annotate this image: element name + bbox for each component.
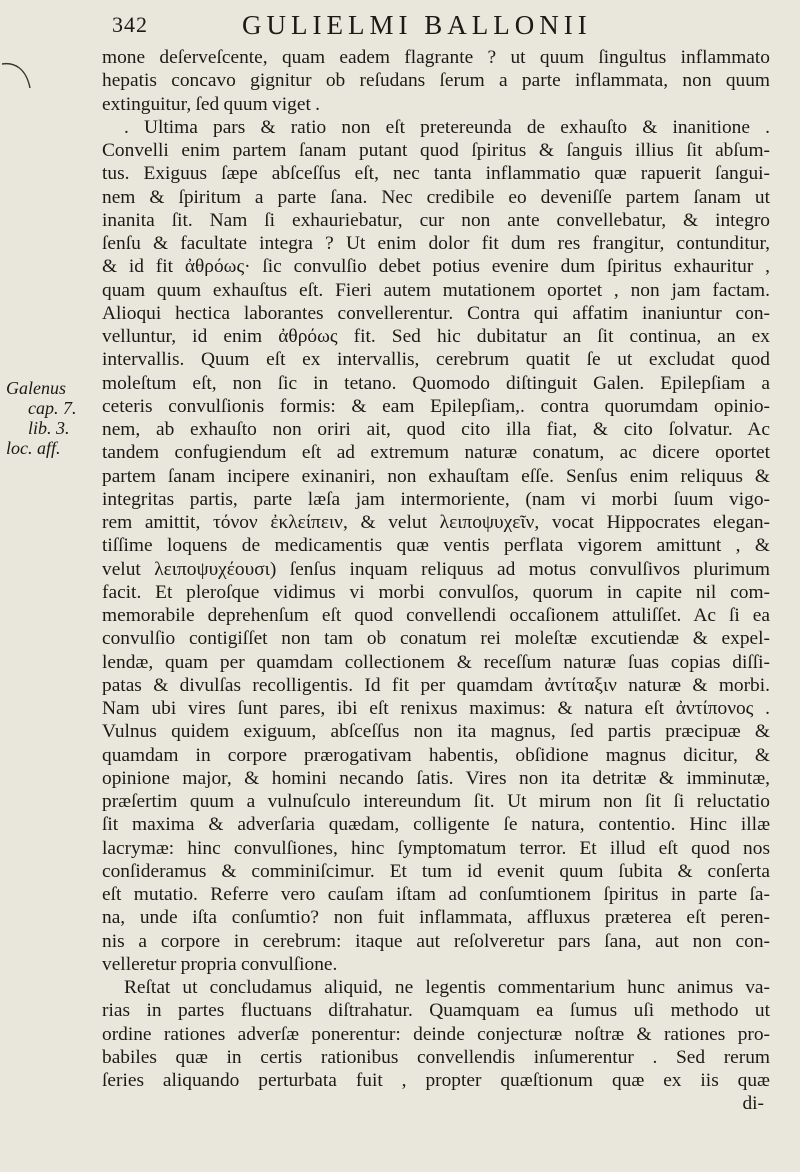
- margin-curl-mark: [0, 58, 40, 98]
- text-line: na, unde iſta conſumtio? non fuit inflammata, affluxus præterea eſt peren-: [102, 907, 770, 929]
- text-line: lacrymæ: hinc convulſiones, hinc ſymptomatum terror. Et illud eſt quod nos: [102, 837, 770, 859]
- margin-note-line: loc. aff.: [6, 438, 61, 458]
- text-line: nem, ab exhauſto non oriri ait, quod cito illa fiat, & cito ſolvatur. Ac: [102, 419, 770, 440]
- margin-note-line: cap. 7.: [28, 398, 77, 418]
- text-line: & id fit ἀθρόως· ſic convulſio debet potius evenire dum ſpiritus exhauritur ,: [102, 256, 770, 278]
- text-line: . Ultima pars & ratio non eſt pretereunda de exhauſto & inanitione .: [124, 116, 770, 138]
- text-line: rias in partes fluctuans diſtrahatur. Quamquam ea ſumus uſi methodo ut: [102, 1000, 770, 1022]
- text-line: velleretur propria convulſione.: [102, 953, 338, 975]
- text-line: conſideramus & comminiſcimur. Et tum id evenit quum ſubita & conſerta: [102, 860, 770, 882]
- text-line: eſt mutatio. Referre vero cauſam iſtam ad conſumtionem ſpiritus in parte ſa-: [102, 884, 770, 905]
- text-line: velluntur, id enim ἀθρόως fit. Sed hic dubitatur an ſit continua, an ex: [102, 326, 770, 347]
- text-line: nis a corpore in cerebrum: itaque aut reſolveretur pars ſana, aut non con-: [102, 930, 770, 952]
- page-header: [112, 10, 772, 44]
- text-line: babiles quæ in certis rationibus convellendis inſumerentur . Sed rerum: [102, 1046, 770, 1068]
- margin-note: [6, 378, 98, 458]
- running-head: GULIELMI BALLONII: [242, 10, 592, 40]
- text-line: quamdam in corpore prærogativam habentis, obſidione magnus dicitur, &: [102, 744, 770, 766]
- text-line: ceteris convulſionis formis: & eam Epilepſiam,. contra quorumdam opinio-: [102, 395, 770, 417]
- text-line: intervallis. Quum eſt ex intervallis, cerebrum quatit ſe ut excludat quod: [102, 349, 770, 371]
- text-line: inanita ſit. Nam ſi exhauriebatur, cur non ante convellebatur, & integro: [102, 209, 770, 231]
- text-line: Convelli enim partem ſanam putant quod ſpiritus & ſanguis illius ſit abſum-: [102, 140, 770, 161]
- text-line: mone deſerveſcente, quam eadem flagrante ? ut quum ſingultus inflammato: [102, 47, 770, 68]
- text-line: tus. Exiguus ſæpe abſceſſus eſt, nec tanta inflammatio quæ rapuerit ſangui-: [102, 163, 770, 185]
- text-line: opinione major, & homini necando ſatis. Vires non ita detritæ & imminutæ,: [102, 767, 770, 789]
- text-line: tiſſime loquens de medicamentis quæ ventis perflata vigorem amittunt , &: [102, 535, 770, 557]
- text-line: rem amittit, τόνον ἐκλείπειν, & velut λειποψυχεῖν, vocat Hippocrates elegan-: [102, 512, 770, 533]
- text-line: facit. Et pleroſque vidimus vi morbi convulſos, quorum in capite nil com-: [102, 581, 770, 603]
- text-line: ſenſu & facultate integra ? Ut enim dolor fit dum res frangitur, contunditur,: [102, 233, 770, 254]
- text-line: partem ſanam incipere exinaniri, non exhauſtam eſſe. Senſus enim reliquus &: [102, 465, 770, 487]
- text-line: Reſtat ut concludamus aliquid, ne legentis commentarium hunc animus va-: [124, 977, 770, 998]
- text-line: Nam ubi vires ſunt pares, ibi eſt renixus maximus: & natura eſt ἀντίπονος .: [102, 698, 770, 719]
- catchword: di-: [742, 1093, 764, 1115]
- text-line: nem & ſpiritum a parte ſana. Nec credibile eo deveniſſe partem ſanam ut: [102, 186, 770, 208]
- text-line: moleſtum eſt, non ſic in tetano. Quomodo diſtinguit Galen. Epilepſiam a: [102, 372, 770, 394]
- body-text: [102, 46, 770, 1116]
- page-number: 342: [112, 12, 148, 37]
- text-line: præſertim quum a vulnuſculo intereundum ſit. Ut mirum non ſit ſi reluctatio: [102, 791, 770, 812]
- margin-note-line: Galenus: [6, 378, 66, 398]
- text-line: lendæ, quam per quamdam collectionem & receſſum naturæ ſuas copias diſſi-: [102, 651, 770, 673]
- margin-note-line: lib. 3.: [28, 418, 70, 438]
- text-line: ordine rationes adverſæ ponerentur: deinde conjecturæ noſtræ & rationes pro-: [102, 1023, 770, 1045]
- text-line: ſeries aliquando perturbata fuit , propter quæſtionum quæ ex iis quæ: [102, 1070, 770, 1091]
- text-line: hepatis concavo gignitur ob reſudans ſerum a parte inflammata, non quum: [102, 70, 770, 92]
- text-line: patas & divulſas recolligentis. Id fit per quamdam ἀντίταξιν naturæ & morbi.: [102, 674, 770, 696]
- text-line: integritas partis, parte læſa jam intermoriente, (nam vi morbi ſuum vigo-: [102, 488, 770, 510]
- text-line: ſit maxima & adverſaria quædam, colligente ſe natura, contentio. Hinc illæ: [102, 814, 770, 836]
- text-line: memorabile deprehenſum eſt quod convellendi occaſionem attuliſſet. Ac ſi ea: [102, 605, 770, 626]
- text-line: tandem confugiendum eſt ad extremum naturæ conatum, ac dicere oportet: [102, 442, 770, 464]
- text-line: convulſio contigiſſet non tam ob conatum rei moleſtæ excutiendæ & expel-: [102, 628, 770, 650]
- text-line: quam quum exhauſtus eſt. Fieri autem mutationem oportet , non jam factam.: [102, 279, 770, 301]
- text-line: velut λειποψυχέουσι) ſenſus inquam reliquus ad motus convulſivos plurimum: [102, 558, 770, 580]
- text-line: extinguitur, ſed quum viget .: [102, 93, 321, 115]
- text-line: Vulnus quidem exiguum, abſceſſus non ita magnus, ſed partis præcipuæ &: [102, 721, 770, 743]
- text-line: Alioqui hectica laborantes convellerentur. Contra qui affatim inaniuntur con-: [102, 302, 770, 324]
